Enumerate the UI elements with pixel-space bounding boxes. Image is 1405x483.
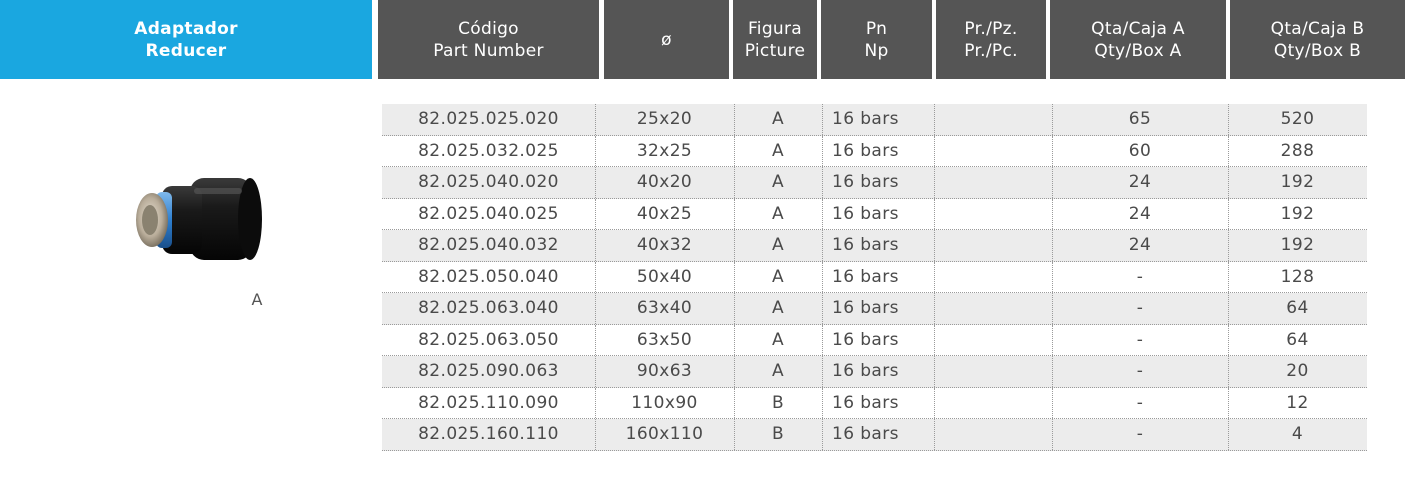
- cell-pn: 16 bars: [822, 388, 935, 419]
- product-name-en: Reducer: [145, 40, 227, 61]
- cell-qty-box-b: 64: [1286, 329, 1309, 350]
- cell-qty-box-b: 4: [1291, 424, 1304, 445]
- header-figure: [733, 0, 817, 79]
- cell-pn: 16 bars: [822, 104, 935, 135]
- product-name-es: Adaptador: [134, 18, 238, 39]
- header-part-number-en: Part Number: [433, 40, 544, 61]
- cell-pn: 16 bars: [822, 419, 935, 450]
- cell-diameter: 160x110: [595, 419, 735, 450]
- table-row: [382, 419, 1367, 451]
- cell-qty-box-a: -: [1052, 325, 1229, 356]
- cell-pn: 16 bars: [822, 262, 935, 293]
- cell-pn: 16 bars: [822, 199, 935, 230]
- cell-diameter: 63x50: [595, 325, 735, 356]
- table-row: [382, 293, 1367, 325]
- cell-part-number: 82.025.040.032: [382, 230, 596, 261]
- table-row: [382, 136, 1367, 168]
- cell-part-number: 82.025.040.025: [382, 199, 596, 230]
- cell-part-number: 82.025.025.020: [382, 104, 596, 135]
- cell-part-number: 82.025.063.040: [382, 293, 596, 324]
- cell-pn: 16 bars: [822, 136, 935, 167]
- cell-pn: 16 bars: [822, 167, 935, 198]
- cell-qty-box-a: 24: [1052, 167, 1229, 198]
- cell-qty-box-b: 192: [1280, 235, 1315, 256]
- cell-part-number: 82.025.040.020: [382, 167, 596, 198]
- header-qty-box-b: [1230, 0, 1405, 79]
- cell-figure: A: [734, 167, 823, 198]
- cell-qty-box-b: 288: [1280, 140, 1315, 161]
- cell-diameter: 90x63: [595, 356, 735, 387]
- header-price-en: Pr./Pc.: [964, 40, 1018, 61]
- header-pn: [821, 0, 932, 79]
- cell-price: [935, 262, 1053, 293]
- cell-qty-box-a: -: [1052, 356, 1229, 387]
- cell-part-number: 82.025.090.063: [382, 356, 596, 387]
- cell-price: [935, 356, 1053, 387]
- cell-price: [935, 325, 1053, 356]
- cell-price: [935, 293, 1053, 324]
- header-qty-box-b-en: Qty/Box B: [1273, 40, 1362, 61]
- cell-price: [935, 136, 1053, 167]
- cell-qty-box-a: 65: [1052, 104, 1229, 135]
- header-part-number: [378, 0, 599, 79]
- cell-price: [935, 419, 1053, 450]
- photo-figure-label: A: [251, 290, 263, 309]
- cell-part-number: 82.025.110.090: [382, 388, 596, 419]
- header-price: [936, 0, 1046, 79]
- header-qty-box-b-es: Qta/Caja B: [1270, 18, 1365, 39]
- table-row: [382, 262, 1367, 294]
- cell-diameter: 63x40: [595, 293, 735, 324]
- cell-figure: A: [734, 199, 823, 230]
- table-row: [382, 388, 1367, 420]
- cell-qty-box-b: 20: [1286, 361, 1309, 382]
- parts-table: [382, 104, 1367, 451]
- header-part-number-es: Código: [458, 18, 519, 39]
- cell-figure: A: [734, 356, 823, 387]
- cell-part-number: 82.025.032.025: [382, 136, 596, 167]
- cell-price: [935, 104, 1053, 135]
- cell-qty-box-a: -: [1052, 388, 1229, 419]
- cell-price: [935, 167, 1053, 198]
- cell-price: [935, 199, 1053, 230]
- cell-diameter: 40x32: [595, 230, 735, 261]
- cell-figure: A: [734, 104, 823, 135]
- header-figure-en: Picture: [744, 40, 806, 61]
- cell-price: [935, 230, 1053, 261]
- cell-qty-box-a: -: [1052, 293, 1229, 324]
- cell-qty-box-b: 12: [1286, 392, 1309, 413]
- cell-figure: B: [734, 388, 823, 419]
- table-row: [382, 325, 1367, 357]
- header-qty-box-a-es: Qta/Caja A: [1091, 18, 1185, 39]
- cell-part-number: 82.025.063.050: [382, 325, 596, 356]
- column-header-bar: [378, 0, 1405, 79]
- table-row: [382, 199, 1367, 231]
- cell-figure: A: [734, 262, 823, 293]
- header-diameter: [604, 0, 729, 79]
- header-diameter-label: ø: [661, 29, 672, 50]
- product-photo: [128, 166, 264, 272]
- cell-pn: 16 bars: [822, 356, 935, 387]
- cell-qty-box-a: 60: [1052, 136, 1229, 167]
- cell-part-number: 82.025.050.040: [382, 262, 596, 293]
- cell-qty-box-b: 520: [1280, 109, 1315, 130]
- cell-qty-box-a: -: [1052, 419, 1229, 450]
- cell-qty-box-a: 24: [1052, 230, 1229, 261]
- header-qty-box-a: [1050, 0, 1226, 79]
- cell-qty-box-a: 24: [1052, 199, 1229, 230]
- cell-diameter: 40x25: [595, 199, 735, 230]
- cell-diameter: 40x20: [595, 167, 735, 198]
- table-row: [382, 356, 1367, 388]
- header-qty-box-a-en: Qty/Box A: [1094, 40, 1182, 61]
- cell-figure: A: [734, 325, 823, 356]
- cell-diameter: 50x40: [595, 262, 735, 293]
- cell-diameter: 25x20: [595, 104, 735, 135]
- header-pn-es: Pn: [865, 18, 888, 39]
- cell-figure: A: [734, 230, 823, 261]
- cell-figure: A: [734, 136, 823, 167]
- cell-qty-box-b: 192: [1280, 203, 1315, 224]
- table-row: [382, 230, 1367, 262]
- cell-price: [935, 388, 1053, 419]
- header-figure-es: Figura: [747, 18, 803, 39]
- product-header: [0, 0, 372, 79]
- cell-pn: 16 bars: [822, 230, 935, 261]
- cell-qty-box-b: 128: [1280, 266, 1315, 287]
- cell-figure: B: [734, 419, 823, 450]
- cell-part-number: 82.025.160.110: [382, 419, 596, 450]
- cell-figure: A: [734, 293, 823, 324]
- cell-qty-box-b: 192: [1280, 172, 1315, 193]
- cell-qty-box-a: -: [1052, 262, 1229, 293]
- cell-pn: 16 bars: [822, 325, 935, 356]
- header-price-es: Pr./Pz.: [964, 18, 1018, 39]
- cell-diameter: 32x25: [595, 136, 735, 167]
- cell-qty-box-b: 64: [1286, 298, 1309, 319]
- table-row: [382, 104, 1367, 136]
- cell-pn: 16 bars: [822, 293, 935, 324]
- table-row: [382, 167, 1367, 199]
- header-pn-en: Np: [864, 40, 889, 61]
- cell-diameter: 110x90: [595, 388, 735, 419]
